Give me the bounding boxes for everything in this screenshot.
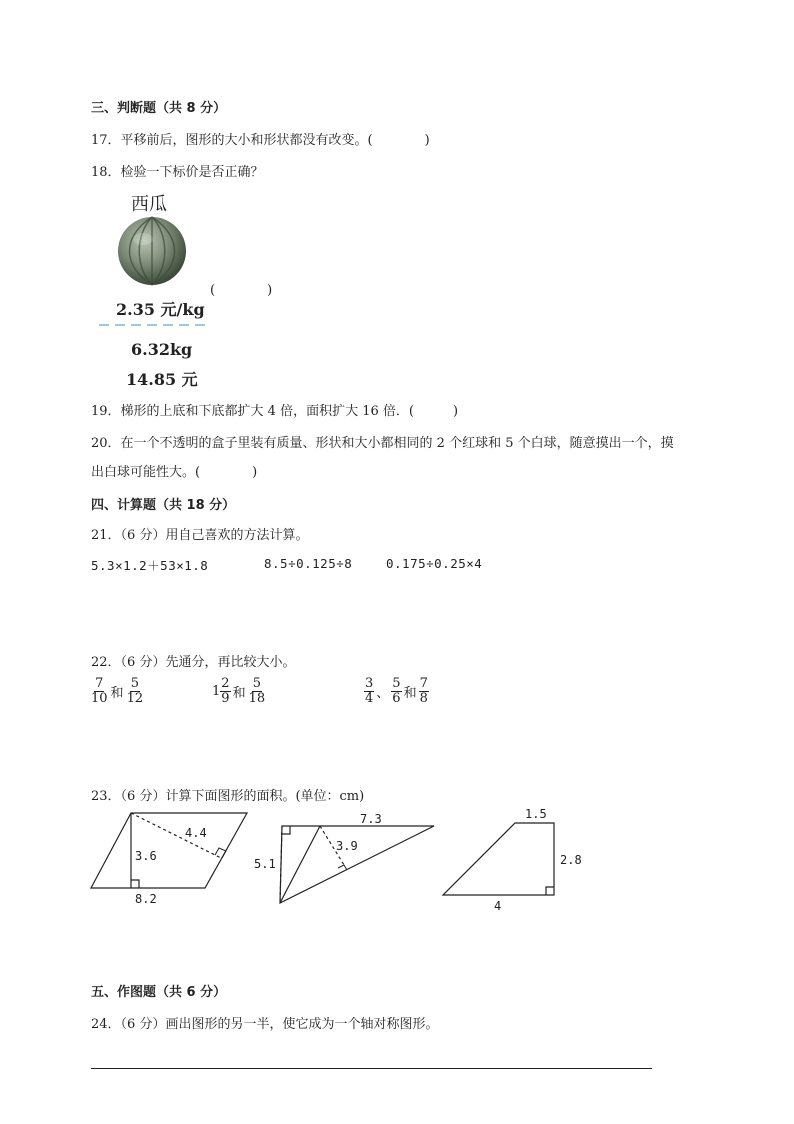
fraction: $\frac{2}{9}$ bbox=[221, 676, 230, 707]
item-name: 西瓜 bbox=[131, 194, 167, 215]
fraction-group-3: $\frac{3}{4}$ 、 $\frac{5}{6}$ 和 $\frac{7}{8}$ bbox=[365, 676, 428, 707]
unit-price: 2.35 元/kg bbox=[116, 300, 205, 319]
weight: 6.32kg bbox=[131, 340, 193, 359]
question-24: 24．（6 分）画出图形的另一半，使它成为一个轴对称图形。 bbox=[91, 1017, 439, 1032]
expression-3: 0.175÷0.25×4 bbox=[386, 556, 483, 571]
label-bottom: 4 bbox=[494, 899, 502, 913]
question-17: 17．平移前后，图形的大小和形状都没有改变。( ) bbox=[91, 133, 430, 148]
question-19: 19．梯形的上底和下底都扩大 4 倍，面积扩大 16 倍．( ) bbox=[91, 404, 459, 419]
fraction-group-2: 1 $\frac{2}{9}$ 和 $\frac{5}{18}$ bbox=[212, 676, 266, 707]
question-23: 23．（6 分）计算下面图形的面积。(单位：cm) bbox=[91, 789, 365, 804]
label-left: 5.1 bbox=[254, 857, 276, 871]
fraction: $\frac{5}{6}$ bbox=[392, 676, 401, 707]
label-height: 3.6 bbox=[135, 849, 157, 863]
question-20-line2: 出白球可能性大。( ) bbox=[91, 465, 258, 480]
footer-rule bbox=[91, 1068, 652, 1069]
fraction: $\frac{7}{8}$ bbox=[419, 676, 428, 707]
triangle-figure bbox=[252, 805, 438, 910]
question-18: 18．检验一下标价是否正确？ bbox=[91, 165, 264, 180]
label-top: 7.3 bbox=[360, 812, 382, 826]
label-diag: 4.4 bbox=[185, 826, 207, 840]
label-base: 8.2 bbox=[135, 892, 157, 906]
label-inner: 3.9 bbox=[336, 839, 358, 853]
question-22: 22．（6 分）先通分，再比较大小。 bbox=[91, 655, 296, 670]
fraction: $\frac{3}{4}$ bbox=[365, 676, 374, 707]
fraction-group-1: $\frac{7}{10}$ 和 $\frac{5}{12}$ bbox=[91, 676, 144, 707]
watermelon-image bbox=[115, 215, 189, 287]
total-price: 14.85 元 bbox=[126, 370, 198, 389]
fraction: $\frac{5}{18}$ bbox=[248, 676, 266, 707]
section-4-title: 四、计算题（共 18 分） bbox=[91, 498, 236, 513]
section-3-title: 三、判断题（共 8 分） bbox=[91, 101, 227, 116]
whole-number: 1 bbox=[212, 684, 221, 700]
question-21: 21．（6 分）用自己喜欢的方法计算。 bbox=[91, 528, 309, 543]
fraction: $\frac{5}{12}$ bbox=[126, 676, 144, 707]
q18-answer-blank: ( ) bbox=[210, 283, 273, 298]
label-right: 2.8 bbox=[560, 853, 582, 867]
section-5-title: 五、作图题（共 6 分） bbox=[91, 985, 227, 1000]
expression-2: 8.5÷0.125÷8 bbox=[264, 556, 353, 571]
expression-1: 5.3×1.2＋53×1.8 bbox=[91, 558, 209, 573]
trapezoid-figure bbox=[438, 802, 593, 914]
label-top: 1.5 bbox=[525, 807, 547, 821]
fraction: $\frac{7}{10}$ bbox=[91, 676, 108, 707]
parallelogram-figure bbox=[85, 805, 255, 910]
dashed-divider bbox=[99, 322, 209, 328]
question-20-line1: 20．在一个不透明的盒子里装有质量、形状和大小都相同的 2 个红球和 5 个白球，随意摸出一个，摸 bbox=[91, 436, 674, 451]
